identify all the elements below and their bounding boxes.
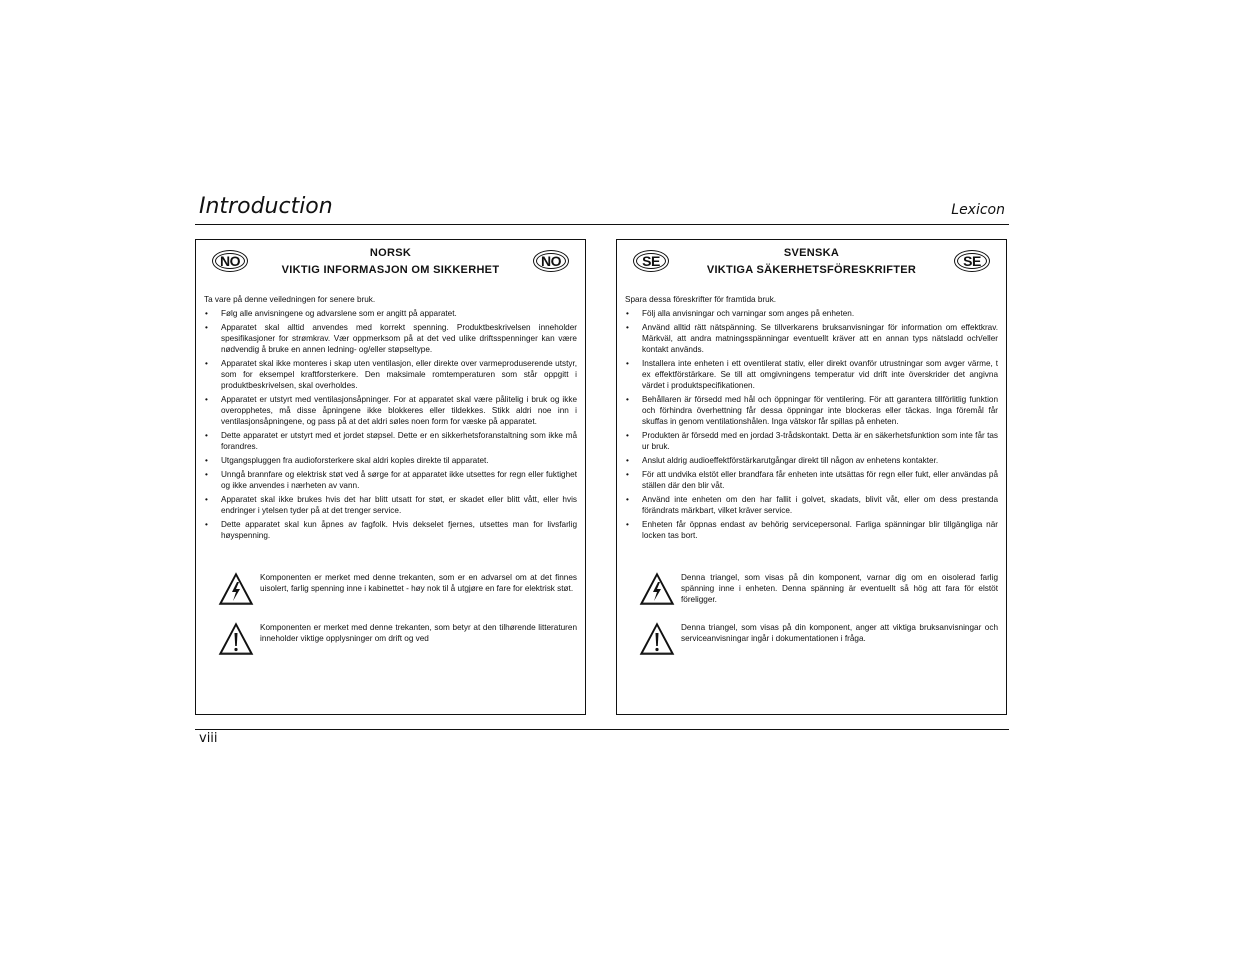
panel-norsk bbox=[195, 239, 586, 715]
warning-shock bbox=[218, 572, 577, 606]
list-item: • Følg alle anvisningene og advarslene som er angitt på apparatet. bbox=[204, 308, 577, 319]
list-item: • Apparatet skal ikke brukes hvis det har blitt utsatt for støt, er skadet eller blitt vått, eller hvis endringer i ytelsen tyder på at det trenger service. bbox=[204, 494, 577, 516]
list-item: • Apparatet skal alltid anvendes med korrekt spenning. Produktbeskrivelsen inneholder spesifikasjoner for strømkrav. Vær oppmerksom på at det ved ulike driftsspenninger kan være nødvendig å bruke en annen ledning- og/eller støpseltype. bbox=[204, 322, 577, 355]
panel-intro: Ta vare på denne veiledningen for senere bruk. bbox=[204, 295, 376, 304]
panel-heading-subtitle: VIKTIGA SÄKERHETSFÖRESKRIFTER bbox=[706, 264, 917, 276]
header-rule bbox=[195, 224, 1009, 225]
list-item: • Produkten är försedd med en jordad 3-trådskontakt. Detta är en säkerhetsfunktion som inte får tas ur bruk. bbox=[625, 430, 998, 452]
list-item: • Utgangspluggen fra audioforsterkere skal aldri koples direkte til apparatet. bbox=[204, 455, 577, 466]
page-number: viii bbox=[199, 731, 218, 746]
footer-rule bbox=[195, 729, 1009, 730]
country-badge-left: NO bbox=[212, 250, 248, 272]
panel-heading bbox=[256, 245, 525, 279]
panel-heading-language: SVENSKA bbox=[783, 247, 840, 259]
list-item: • Apparatet er utstyrt med ventilasjonsåpninger. For at apparatet skal være pålitelig i bruk og ikke overopphetes, må disse åpningene ikke blokkeres eller tildekkes. Stikk aldri noe inn i ventilasjonsåpningene, og pass på at det aldri søles noen form for væske på apparatet. bbox=[204, 394, 577, 427]
warning-shock-text: Denna triangel, som visas på din komponent, varnar dig om en oisolerad farlig spänning inne i enheten. Denna spänning är eventuellt så hög att fara för elstöt föreligger. bbox=[681, 573, 998, 604]
list-item: • Behållaren är försedd med hål och öppningar för ventilering. För att garantera tillförlitlig funktion och förhindra överhettning får dessa öppningar inte blockeras eller täckas. Inga föremål får skuffas in genom ventilationshålen. Inga vätskor får spillas på enheten. bbox=[625, 394, 998, 427]
brand-name: Lexicon bbox=[951, 202, 1005, 218]
list-item: • Använd inte enheten om den har fallit i golvet, skadats, blivit våt, eller om dess prestanda förändrats märkbart, vilket kräver service. bbox=[625, 494, 998, 516]
panel-heading-language: NORSK bbox=[369, 247, 412, 259]
list-item: • Unngå brannfare og elektrisk støt ved å sørge for at apparatet ikke utsettes for regn eller fuktighet og ikke anvendes i nærheten av vann. bbox=[204, 469, 577, 491]
panel-intro: Spara dessa föreskrifter för framtida bruk. bbox=[625, 295, 777, 304]
panel-heading-subtitle: VIKTIG INFORMASJON OM SIKKERHET bbox=[281, 264, 500, 276]
warning-info bbox=[639, 622, 998, 656]
panel-svenska bbox=[616, 239, 1007, 715]
list-item: • Dette apparatet er utstyrt med et jordet støpsel. Dette er en sikkerhetsforanstaltning som ikke må forandres. bbox=[204, 430, 577, 452]
country-badge-right: SE bbox=[954, 250, 990, 272]
exclamation-warning-icon bbox=[218, 622, 254, 656]
list-item: • För att undvika elstöt eller brandfara får enheten inte utsättas för regn eller fukt, eller användas på ställen där den blir våt. bbox=[625, 469, 998, 491]
warning-shock-text: Komponenten er merket med denne trekanten, som er en advarsel om at det finnes uisolert, farlig spenning inne i kabinettet - høy nok til å utgjøre en fare for elektrisk støt. bbox=[260, 573, 577, 593]
lightning-warning-icon bbox=[218, 572, 254, 606]
list-item: • Apparatet skal ikke monteres i skap uten ventilasjon, eller direkte over varmeproduserende utstyr, som for eksempel kraftforsterkere. Den maksimale romtemperaturen som står oppgitt i produktbeskrivelsen, skal overholdes. bbox=[204, 358, 577, 391]
list-item: • Använd alltid rätt nätspänning. Se tillverkarens bruksanvisningar för information om effektkrav. Märkväl, att andra matningsspänningar eventuellt kräver att en annan typs nätsladd och/eller kontakt används. bbox=[625, 322, 998, 355]
warning-info bbox=[218, 622, 577, 656]
panel-heading bbox=[677, 245, 946, 279]
list-item: • Dette apparatet skal kun åpnes av fagfolk. Hvis dekselet fjernes, utsettes man for livsfarlig høyspenning. bbox=[204, 519, 577, 541]
warning-info-text: Komponenten er merket med denne trekanten, som betyr at den tilhørende litteraturen inneholder viktige opplysninger om drift og ved bbox=[260, 623, 577, 643]
list-item: • Följ alla anvisningar och varningar som anges på enheten. bbox=[625, 308, 998, 319]
panel-body bbox=[625, 294, 998, 544]
safety-list bbox=[204, 308, 577, 541]
list-item: • Enheten får öppnas endast av behörig servicepersonal. Farliga spänningar blir tillgängliga när locken tas bort. bbox=[625, 519, 998, 541]
country-badge-right: NO bbox=[533, 250, 569, 272]
list-item: • Anslut aldrig audioeffektförstärkarutgångar direkt till någon av enhetens kontakter. bbox=[625, 455, 998, 466]
page-title: Introduction bbox=[199, 194, 333, 219]
panel-body bbox=[204, 294, 577, 544]
warning-shock bbox=[639, 572, 998, 606]
lightning-warning-icon bbox=[639, 572, 675, 606]
exclamation-warning-icon bbox=[639, 622, 675, 656]
warning-info-text: Denna triangel, som visas på din komponent, anger att viktiga bruksanvisningar och serviceanvisningar ingår i dokumentationen i fråga. bbox=[681, 623, 998, 643]
country-badge-left: SE bbox=[633, 250, 669, 272]
safety-list bbox=[625, 308, 998, 541]
list-item: • Installera inte enheten i ett oventilerat stativ, eller direkt ovanför utrustningar som avger värme, t ex effektförstärkare. Se till att omgivningens temperatur vid drift inte överskrider det angivna värdet i produktspecifikationen. bbox=[625, 358, 998, 391]
